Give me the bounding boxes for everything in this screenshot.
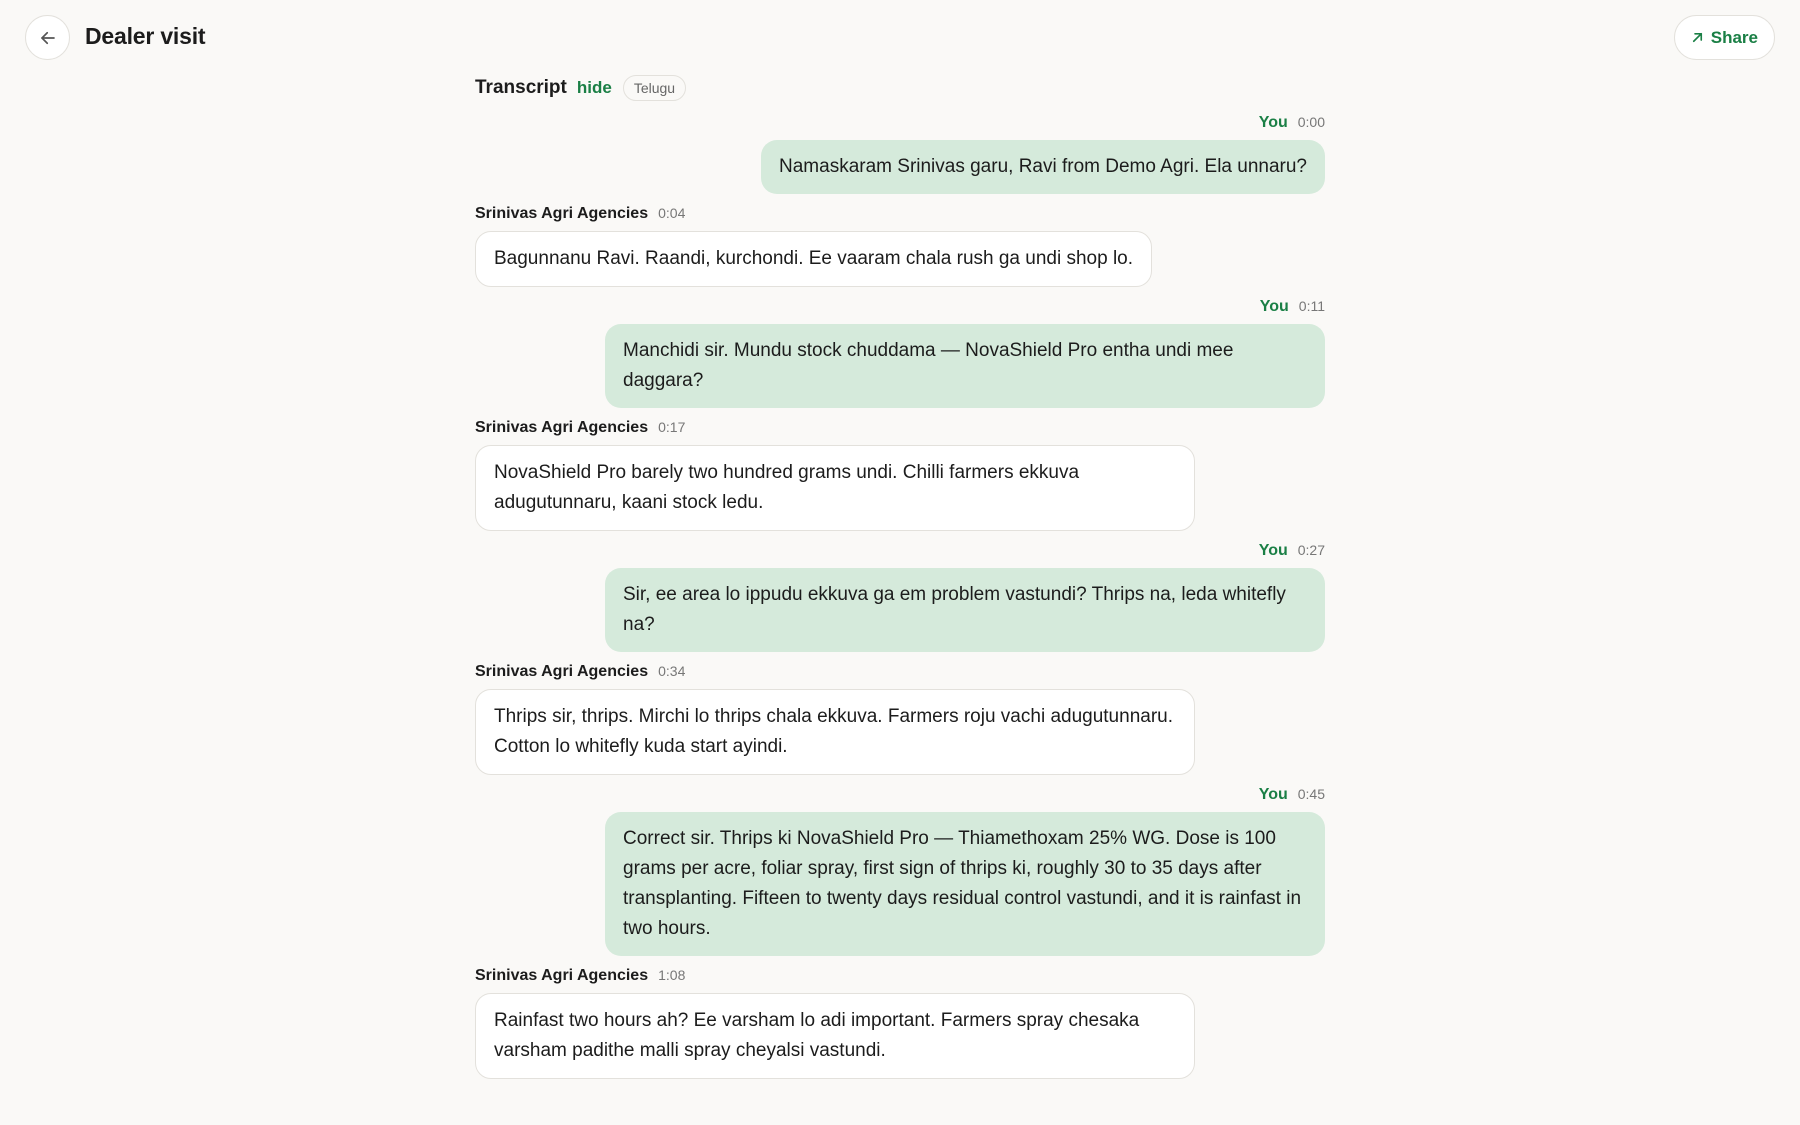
message-bubble: NovaShield Pro barely two hundred grams undi. Chilli farmers ekkuva adugutunnaru, kaani stock ledu.: [475, 445, 1195, 531]
message-bubble: Correct sir. Thrips ki NovaShield Pro — Thiamethoxam 25% WG. Dose is 100 grams per acre, foliar spray, first sign of thrips ki, roughly 30 to 35 days after transplanting. Fifteen to twenty days residual control vastundi, and it is rainfast in two hours.: [605, 812, 1325, 956]
speaker-name: You: [1258, 786, 1288, 803]
message-you: [475, 114, 1325, 194]
message-you: [475, 542, 1325, 652]
message-bubble: Sir, ee area lo ippudu ekkuva ga em problem vastundi? Thrips na, leda whitefly na?: [605, 568, 1325, 652]
top-bar: [0, 0, 1800, 76]
message-timestamp: 1:08: [658, 967, 686, 983]
message-bubble: Rainfast two hours ah? Ee varsham lo adi important. Farmers spray chesaka varsham padithe malli spray cheyalsi vastundi.: [475, 993, 1195, 1079]
message-dealer: [475, 663, 1325, 775]
message-timestamp: 0:04: [658, 205, 686, 221]
transcript-panel: [475, 76, 1325, 1090]
page-title: Dealer visit: [85, 23, 206, 49]
share-label: Share: [1710, 27, 1758, 47]
message-bubble: Thrips sir, thrips. Mirchi lo thrips chala ekkuva. Farmers roju vachi adugutunnaru. Cotton lo whitefly kuda start ayindi.: [475, 689, 1195, 775]
arrow-up-right-icon: [1690, 30, 1705, 45]
message-bubble: Bagunnanu Ravi. Raandi, kurchondi. Ee vaaram chala rush ga undi shop lo.: [475, 231, 1152, 287]
speaker-name: You: [1259, 298, 1289, 315]
speaker-name: Srinivas Agri Agencies: [475, 419, 649, 436]
transcript-title: Transcript: [475, 77, 567, 98]
speaker-name: You: [1258, 542, 1288, 559]
message-dealer: [475, 419, 1325, 531]
message-bubble: Manchidi sir. Mundu stock chuddama — NovaShield Pro entha undi mee daggara?: [605, 324, 1325, 408]
speaker-name: Srinivas Agri Agencies: [475, 663, 649, 680]
arrow-left-icon: [39, 29, 57, 47]
share-button[interactable]: [1674, 15, 1775, 60]
message-you: [475, 786, 1325, 956]
message-dealer: [475, 967, 1325, 1079]
speaker-name: Srinivas Agri Agencies: [475, 967, 649, 984]
message-timestamp: 0:00: [1297, 114, 1325, 130]
message-timestamp: 0:34: [658, 663, 686, 679]
speaker-name: You: [1258, 114, 1288, 131]
speaker-name: Srinivas Agri Agencies: [475, 205, 649, 222]
hide-transcript-link[interactable]: hide: [576, 78, 612, 97]
message-dealer: [475, 205, 1325, 287]
message-timestamp: 0:11: [1298, 298, 1325, 314]
message-timestamp: 0:17: [658, 419, 686, 435]
message-timestamp: 0:45: [1297, 786, 1325, 802]
transcript-header: [475, 76, 1325, 100]
back-button[interactable]: [25, 15, 70, 60]
language-badge: Telugu: [623, 75, 686, 101]
message-you: [475, 298, 1325, 408]
message-timestamp: 0:27: [1297, 542, 1325, 558]
message-bubble: Namaskaram Srinivas garu, Ravi from Demo Agri. Ela unnaru?: [761, 140, 1325, 194]
